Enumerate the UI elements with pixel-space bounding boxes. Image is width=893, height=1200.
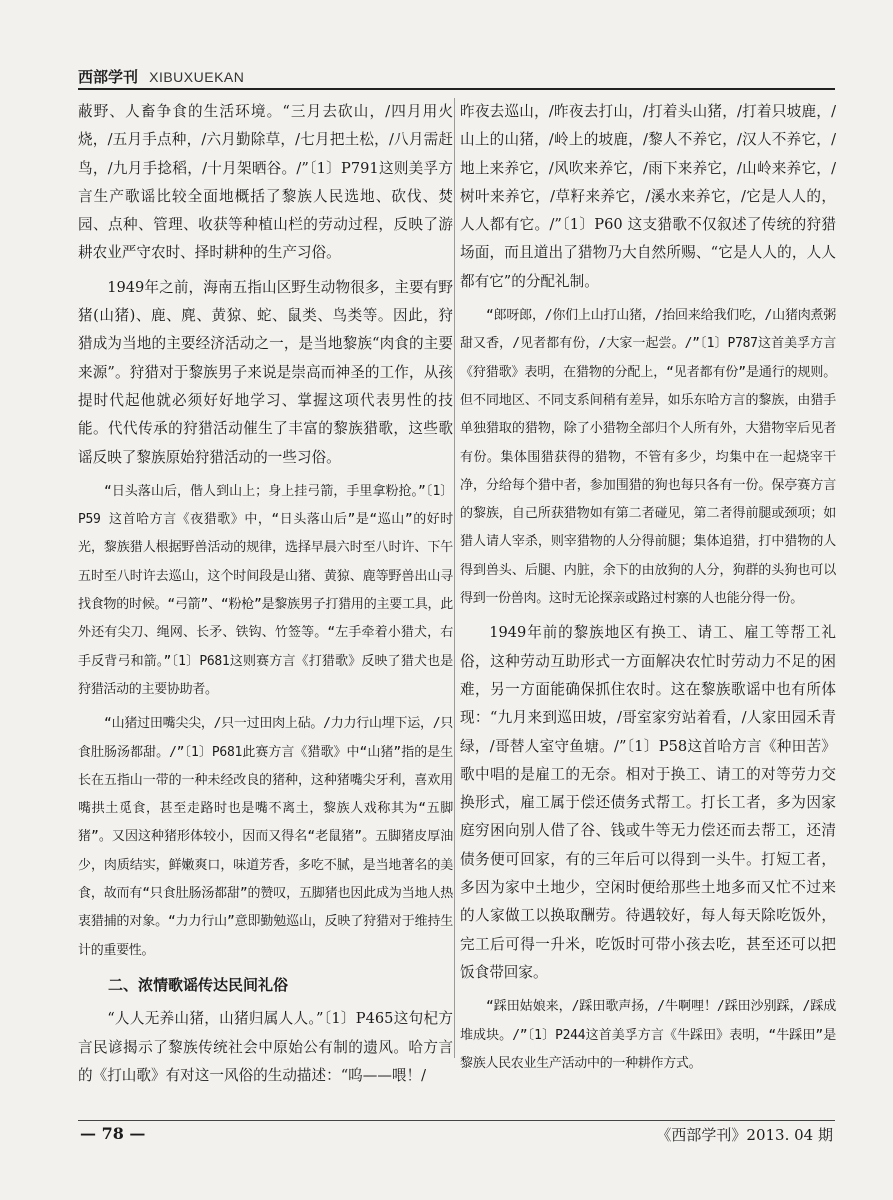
right-paragraph: 1949年前的黎族地区有换工、请工、雇工等帮工礼俗，这种劳动互助形式一方面解决农忙时劳动力不足的困难，另一方面能确保抓住农时。这在黎族歌谣中也有所体现：“九月来到巡田坡，/哥室家穷站着看，/人家田园禾青绿，/哥替人室守鱼塘。/”〔1〕P58这首哈方言《种田苦》歌中唱的是雇工的无奈。相对于换工、请工的对等劳力交换形式，雇工属于偿还债务式帮工。打长工者，多为因家庭穷困向别人借了谷、钱或牛等无力偿还而去帮工，还清债务便可回家，有的三年后可以得到一头牛。打短工者，多因为家中土地少，空闲时便给那些土地多而又忙不过来的人家做工以换取酬劳。待遇较好，每人每天除吃饭外，完工后可得一升米，吃饭时可带小孩去吃，甚至还可以把饭食带回家。 <box>460 624 836 981</box>
left-paragraph: 1949年之前，海南五指山区野生动物很多，主要有野猪(山猪)、鹿、麂、黄猄、蛇、鼠类、鸟类等。因此，狩猎成为当地的主要经济活动之一，是当地黎族“肉食的主要来源”。狩猎对于黎族男子来说是崇高而神圣的工作，从孩提时代起他就必须好好地学习、掌握这项代表男性的技能。代代传承的狩猎活动催生了丰富的黎族猎歌，这些歌谣反映了黎族原始狩猎活动的一些习俗。 <box>78 278 453 466</box>
left-paragraph: “人人无养山猪，山猪归属人人。”〔1〕P465这句杞方言民谚揭示了黎族传统社会中原始公有制的遗风。哈方言的《打山歌》有对这一风俗的生动描述：“呜——喂！/ <box>78 1010 453 1084</box>
right-paragraph: “踩田姑娘来，/踩田歌声扬，/牛啊哩！/踩田沙别踩，/踩成堆成块。/”〔1〕P244这首美孚方言《牛踩田》表明，“牛踩田”是黎族人民农业生产活动中的一种耕作方式。 <box>460 999 836 1071</box>
left-paragraph: “山猪过田嘴尖尖，/只一过田肉上砧。/力力行山埋下运，/只食肚肠汤都甜。/”〔1〕P681此赛方言《猎歌》中“山猪”指的是生长在五指山一带的一种未经改良的猪种，这种猪嘴尖牙利，喜欢用嘴拱土觅食，甚至走路时也是嘴不离土，黎族人戏称其为“五脚猪”。又因这种猪形体较小，因而又得名“老鼠猪”。五脚猪皮厚油少，肉质结实，鲜嫩爽口，味道芳香，多吃不腻，是当地著名的美食，故而有“只食肚肠汤都甜”的赞叹，五脚猪也因此成为当地人热衷猎捕的对象。“力力行山”意即勤勉巡山，反映了狩猎对于维持生计的重要性。 <box>78 716 453 958</box>
section-heading: 二、浓情歌谣传达民间礼俗 <box>108 975 289 994</box>
journal-name-en: XIBUXUEKAN <box>149 69 245 85</box>
footer-journal-issue: 《西部学刊》2013. 04 期 <box>656 1126 833 1144</box>
column-divider <box>454 98 455 1058</box>
left-paragraph: “日头落山后，偕人到山上；身上挂弓箭，手里拿粉抢。”〔1〕P59 这首哈方言《夜猎歌》中，“日头落山后”是“巡山”的好时光，黎族猎人根据野兽活动的规律，选择早晨六时至八时许、下午五时至八时许去巡山，这个时间段是山猪、黄猄、鹿等野兽出山寻找食物的时候。“弓箭”、“粉枪”是黎族男子打猎用的主要工具，此外还有尖刀、绳网、长矛、铁钩、竹签等。“左手牵着小猎犬，右手反背弓和箭。”〔1〕P681这则赛方言《打猎歌》反映了猎犬也是狩猎活动的主要协助者。 <box>78 483 453 697</box>
left-column <box>78 98 453 1084</box>
right-paragraph: “郎呀郎，/你们上山打山猪，/抬回来给我们吃，/山猪肉煮粥甜又香，/见者都有份，/大家一起尝。/”〔1〕P787这首美孚方言《狩猎歌》表明，在猎物的分配上，“见者都有份”是通行的规则。但不同地区、不同支系间稍有差异，如乐东哈方言的黎族，由猎手单独猎取的猎物，除了小猎物全部归个人所有外，大猎物宰后见者有份。集体围猎获得的猎物，不管有多少，均集中在一起烧宰干净，分给每个猎中者，参加围猎的狗也每只各有一份。保亭赛方言的黎族，自己所获猎物如有第二者碰见，第二者得前腿或颈项；如猎人请人宰杀，则宰猎物的人分得前腿；集体追猎，打中猎物的人得到兽头、后腿、内脏，余下的由放狗的人分，狗群的头狗也可以得到一份兽肉。这时无论探亲或路过村寨的人也能分得一份。 <box>460 308 836 607</box>
right-paragraph: 昨夜去巡山，/昨夜去打山，/打着头山猪，/打着只坡鹿，/山上的山猪，/岭上的坡鹿，/黎人不养它，/汉人不养它，/地上来养它，/风吹来养它，/雨下来养它，/山岭来养它，/树叶来养它，/草籽来养它，/溪水来养它，/它是人人的，人人都有它。/”〔1〕P60 这支猎歌不仅叙述了传统的狩猎场面，而且道出了猎物乃大自然所赐、“它是人人的，人人都有它”的分配礼制。 <box>460 103 836 290</box>
footer-rule <box>78 1120 835 1121</box>
left-paragraph: 蔽野、人畜争食的生活环境。“三月去砍山，/四月用火烧，/五月手点种，/六月勤除草，/七月把土松，/八月需赶鸟，/九月手捻稻，/十月架晒谷。/”〔1〕P791这则美孚方言生产歌谣比较全面地概括了黎族人民选地、砍伐、焚园、点种、管理、收获等种植山栏的劳动过程，反映了游耕农业严守农时、择时耕种的生产习俗。 <box>78 103 453 262</box>
journal-name: 西部学刊 <box>78 68 139 86</box>
running-header <box>78 66 835 88</box>
header-rule <box>78 88 835 90</box>
page-number: — 78 — <box>80 1124 146 1143</box>
right-column <box>460 98 836 1071</box>
